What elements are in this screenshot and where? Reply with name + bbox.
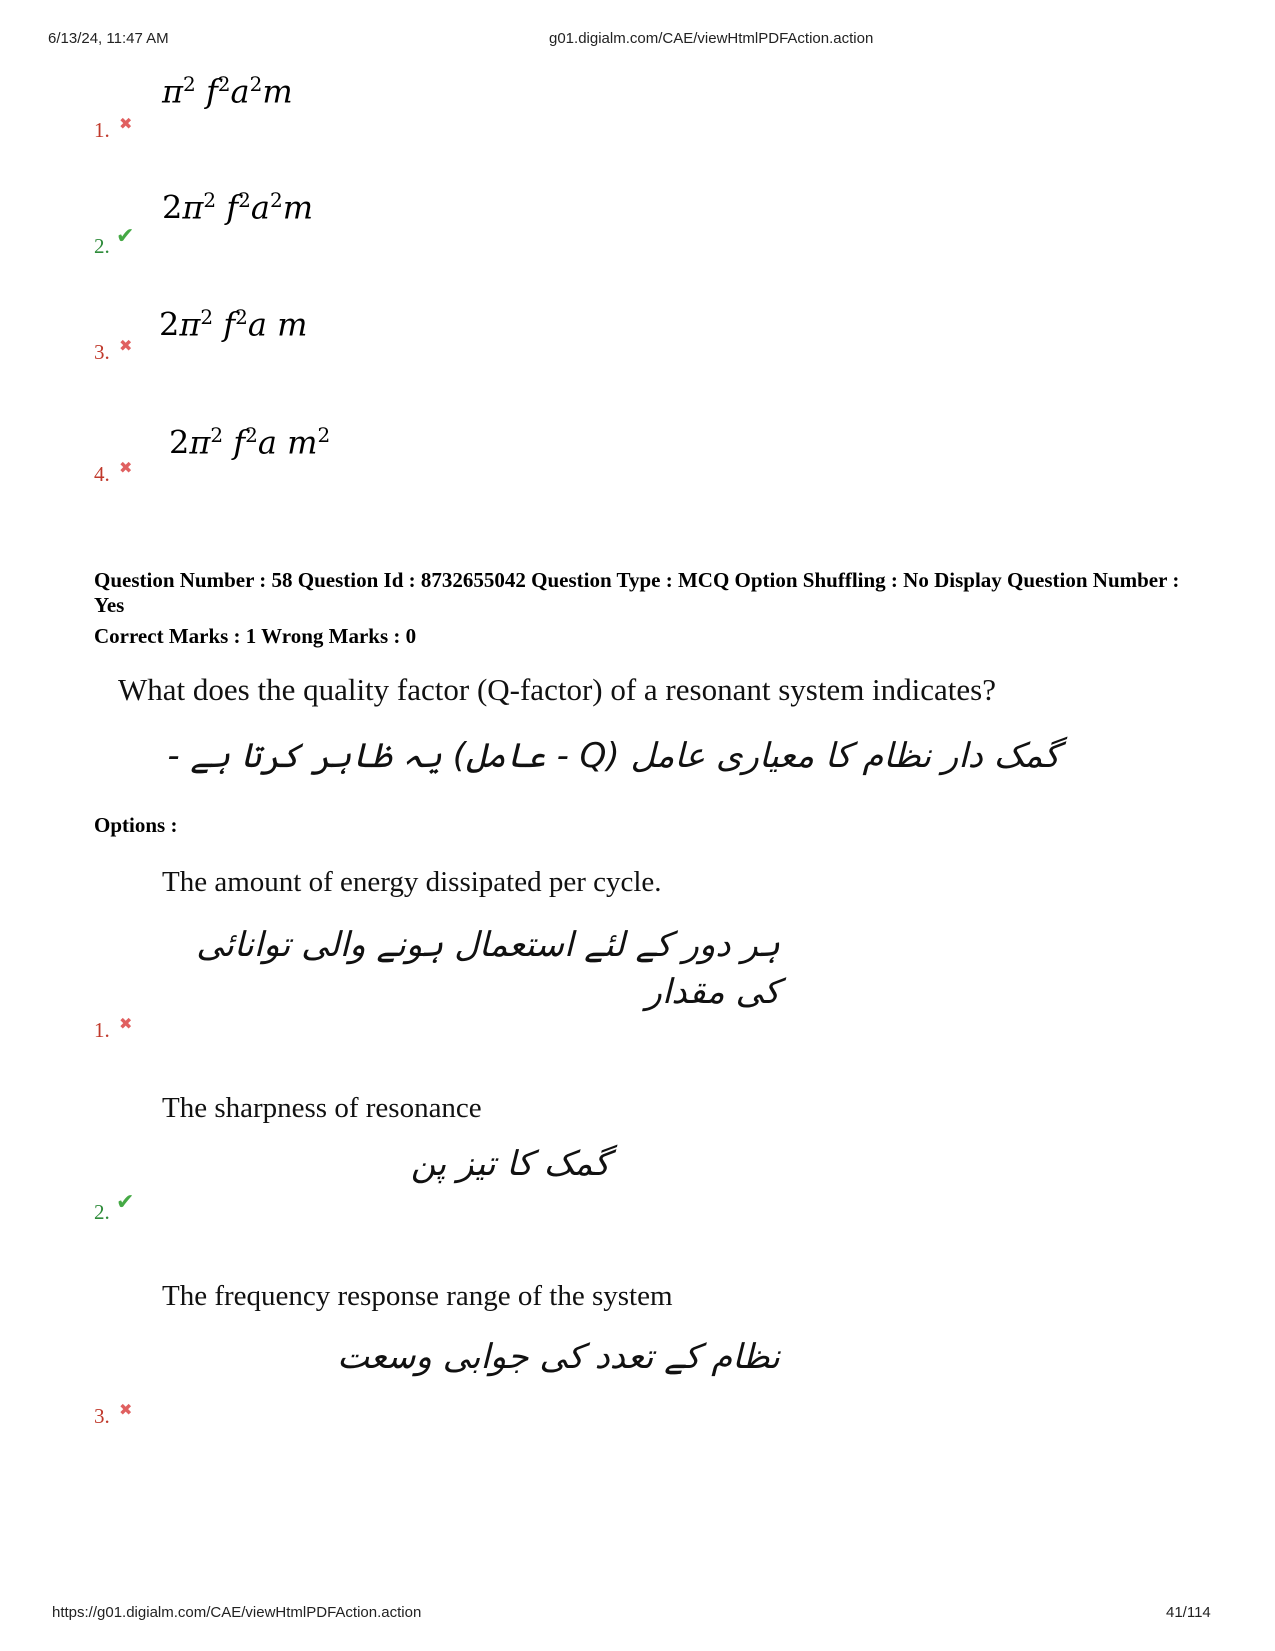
cross-icon: ✖ — [119, 1400, 133, 1419]
print-datetime: 6/13/24, 11:47 AM — [48, 30, 169, 47]
option-number: 2. — [94, 234, 110, 258]
option-text-ur: گمک کا تیز پن — [410, 1144, 610, 1184]
option-text-en: The frequency response range of the system — [162, 1280, 673, 1312]
cross-icon: ✖ — [119, 114, 133, 133]
option-text-ur: نظام کے تعدد کی جوابی وسعت — [337, 1337, 780, 1377]
check-icon: ✔ — [116, 224, 135, 249]
question-marks: Correct Marks : 1 Wrong Marks : 0 — [94, 624, 417, 648]
cross-icon: ✖ — [119, 458, 133, 477]
option-number: 1. — [94, 1018, 110, 1042]
page-number: 41/114 — [1166, 1604, 1211, 1621]
option-text-en: The sharpness of resonance — [162, 1092, 482, 1124]
option-number: 3. — [94, 340, 110, 364]
footer-url: https://g01.digialm.com/CAE/viewHtmlPDFAction.action — [52, 1604, 422, 1621]
option-number: 2. — [94, 1200, 110, 1224]
option-text-ur: کی مقدار — [645, 972, 780, 1012]
cross-icon: ✖ — [119, 336, 133, 355]
question-meta: Question Number : 58 Question Id : 8732655042 Question Type : MCQ Option Shuffling : No Display Question Number : Yes — [94, 568, 1180, 617]
option-formula-4: $2\pi^2$ $f^2a$ $m^2$ — [169, 423, 331, 462]
option-number: 3. — [94, 1404, 110, 1428]
print-url: g01.digialm.com/CAE/viewHtmlPDFAction.action — [549, 30, 874, 47]
option-text-ur: ہر دور کے لئے استعمال ہونے والی توانائی — [196, 925, 780, 965]
check-icon: ✔ — [116, 1190, 135, 1215]
option-formula-3: $2\pi^2$ $f^2a$ m — [159, 305, 308, 344]
question-text-en: What does the quality factor (Q-factor) of a resonant system indicates? — [118, 672, 996, 707]
cross-icon: ✖ — [119, 1014, 133, 1033]
option-formula-1: $\pi^2$ $f^2a^2m$ — [162, 72, 293, 111]
option-text-en: The amount of energy dissipated per cycle. — [162, 866, 662, 898]
question-text-ur: گمک دار نظام کا معیاری عامل (Q - عامل) یہ ظاہر کرتا ہے - — [167, 736, 1060, 776]
option-formula-2: $2\pi^2$ $f^2a^2m$ — [162, 188, 314, 227]
options-label: Options : — [94, 813, 178, 837]
option-number: 1. — [94, 118, 110, 142]
option-number: 4. — [94, 462, 110, 486]
